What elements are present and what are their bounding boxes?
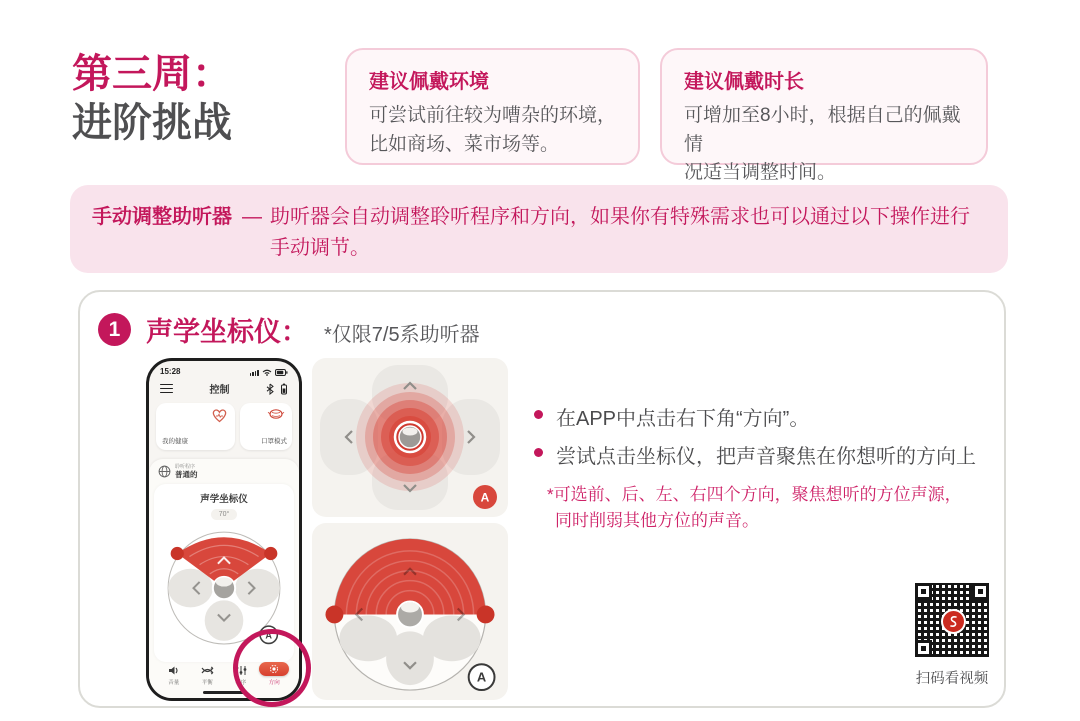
direction-footnote xyxy=(547,482,962,535)
banner-text xyxy=(270,202,970,264)
banner-text-line: 助听器会自动调整聆听程序和方向，如果你有特殊需求也可以通过以下操作进行 xyxy=(270,206,970,228)
bullet-dot xyxy=(534,448,543,457)
svg-text:A: A xyxy=(265,629,273,640)
tip-body-line: 比如商场、菜市场等。 xyxy=(369,133,560,155)
brand-logo-icon xyxy=(941,609,966,634)
phone-cards-row xyxy=(149,396,299,450)
tab-volume[interactable] xyxy=(157,665,191,686)
banner-dash: — xyxy=(242,206,262,228)
acoustic-panel xyxy=(154,484,294,662)
svg-text:A: A xyxy=(480,490,490,505)
footnote-line: *可选前、后、左、右四个方向，聚焦想听的方位声源， xyxy=(547,485,962,504)
qr-finder xyxy=(915,583,932,600)
bullet-text: 尝试点击坐标仪，把声音聚焦在你想听的方向上 xyxy=(556,446,976,468)
wifi-icon xyxy=(262,368,272,376)
page-title-challenge: 进阶挑战 xyxy=(72,100,232,145)
tab-program[interactable] xyxy=(224,665,258,686)
program-selector[interactable] xyxy=(149,459,299,482)
menu-icon[interactable] xyxy=(160,384,173,394)
health-card[interactable] xyxy=(156,403,235,450)
tip-body-line: 况适当调整时间。 xyxy=(684,162,837,183)
tip-body-line: 可尝试前往较为嘈杂的环境， xyxy=(369,105,617,126)
phone-status-bar xyxy=(149,361,299,376)
head-icon xyxy=(397,602,423,628)
auto-mode-button[interactable] xyxy=(260,626,277,643)
phone-nav-bar xyxy=(149,376,299,396)
head-icon xyxy=(213,577,235,599)
tip-box-environment xyxy=(345,48,640,165)
tab-label: 方向 xyxy=(268,679,280,686)
mask-card-label: 口罩模式 xyxy=(261,438,287,445)
tip-title: 建议佩戴环境 xyxy=(369,71,489,93)
home-indicator xyxy=(203,691,245,695)
bullet-item xyxy=(534,440,976,469)
tab-label: 音量 xyxy=(168,679,180,686)
panel-title: 声学坐标仪 xyxy=(200,493,248,505)
instruction-bullets xyxy=(534,402,976,469)
phone-screenshot xyxy=(146,358,302,701)
program-value: 普通的 xyxy=(175,470,198,480)
phone-tab-bar xyxy=(149,662,299,688)
page-title xyxy=(72,50,232,148)
tip-body-line: 可增加至8小时，根据自己的佩戴情 xyxy=(684,105,961,155)
tab-direction[interactable] xyxy=(258,662,292,686)
tab-balance[interactable] xyxy=(191,665,225,686)
sliders-icon xyxy=(235,665,247,676)
head-icon xyxy=(395,422,425,452)
direction-target-icon xyxy=(269,664,279,674)
battery-icon xyxy=(275,369,288,376)
auto-badge-outline xyxy=(469,664,495,690)
diagram-front-focus xyxy=(312,523,508,700)
qr-finder xyxy=(972,583,989,600)
bullet-dot xyxy=(534,410,543,419)
tab-label: 平衡 xyxy=(201,679,213,686)
section-title: 声学坐标仪： xyxy=(146,317,308,347)
volume-icon xyxy=(168,665,180,676)
section-note: *仅限7/5系助听器 xyxy=(324,323,480,346)
angle-value: 70° xyxy=(211,509,238,520)
battery-status-icon xyxy=(280,383,288,395)
qr-finder xyxy=(915,640,932,657)
bullet-text: 在APP中点击右下角“方向”。 xyxy=(556,408,810,430)
tab-label: 程序 xyxy=(235,679,247,686)
mask-mode-card[interactable] xyxy=(240,403,292,450)
balance-icon xyxy=(201,665,214,676)
diagram-front-focus-card xyxy=(312,523,508,700)
direction-button[interactable] xyxy=(259,662,289,676)
diagram-omni-card xyxy=(312,358,508,517)
qr-code xyxy=(914,582,990,658)
health-card-label: 我的健康 xyxy=(162,438,188,445)
program-texts xyxy=(175,464,198,480)
footnote-line: 同时削弱其他方位的声音。 xyxy=(555,511,759,531)
qr-block xyxy=(911,582,993,688)
phone-nav-icons xyxy=(266,383,288,395)
coordinate-dial[interactable] xyxy=(161,521,287,647)
phone-nav-title: 控制 xyxy=(209,385,230,396)
tip-title: 建议佩戴时长 xyxy=(684,71,804,93)
banner-text-line: 手动调节。 xyxy=(270,237,370,259)
bluetooth-icon xyxy=(266,383,274,395)
auto-badge-filled xyxy=(473,485,497,509)
section-header xyxy=(98,310,480,349)
page-title-week: 第三周： xyxy=(72,52,232,96)
phone-sheet xyxy=(149,459,299,698)
bullet-item xyxy=(534,402,976,431)
program-label: 聆听程序 xyxy=(175,464,196,470)
svg-text:A: A xyxy=(476,669,487,685)
section-number-badge: 1 xyxy=(98,313,131,346)
globe-icon xyxy=(158,465,171,478)
diagram-omni xyxy=(312,358,508,517)
qr-caption: 扫码看视频 xyxy=(915,671,989,687)
status-icons xyxy=(250,368,288,376)
banner-label: 手动调整助听器 xyxy=(92,206,232,228)
status-time: 15:28 xyxy=(160,367,181,376)
manual-adjust-banner xyxy=(70,185,1008,273)
heart-icon xyxy=(211,408,228,423)
tip-box-duration xyxy=(660,48,988,183)
mask-icon xyxy=(267,408,285,420)
signal-icon xyxy=(250,370,259,376)
